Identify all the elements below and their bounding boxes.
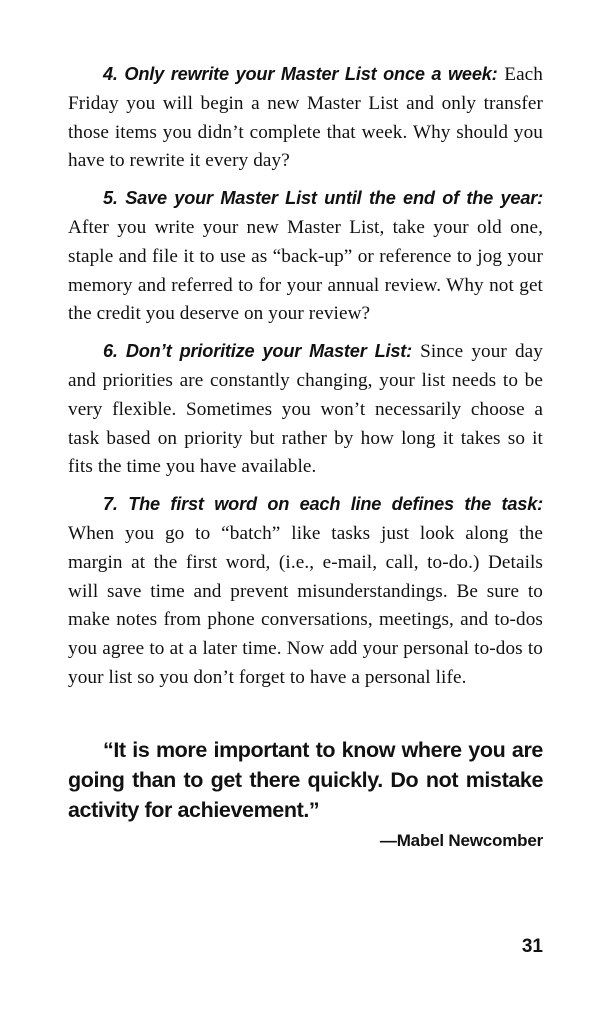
tip-heading: 6. Don’t prioritize your Master List: [103, 341, 413, 362]
tip-item-6 [68, 337, 543, 482]
tip-item-5 [68, 184, 543, 329]
tip-heading: 5. Save your Master List until the end of the year: [103, 188, 543, 209]
tip-body: When you go to “batch” like tasks just look along the margin at the first word, (i.e., e-mail, call, to-do.) Details will save time and prevent misunderstandings. Be sure to make notes from phone conversations, meetings, and to-dos you agree to at a later time. Now add your personal to-dos to your list so you don’t forget to have a personal life. [68, 522, 543, 688]
page-content [68, 60, 543, 851]
tip-heading: 7. The first word on each line defines the task: [103, 494, 543, 515]
tip-body: After you write your new Master List, take your old one, staple and file it to use as “back-up” or reference to jog your memory and referred to for your annual review. Why not get the credit you deserve on your review? [68, 216, 543, 325]
tip-heading: 4. Only rewrite your Master List once a week: [103, 64, 498, 84]
quote-attribution: —Mabel Newcomber [379, 830, 543, 850]
tip-item-4 [68, 60, 543, 176]
page-number: 31 [521, 936, 543, 957]
tip-item-7 [68, 490, 543, 693]
tip-body: Each Friday you will begin a new Master List and only transfer those items you didn’t complete that week. Why should you have to rewrite it every day? [68, 64, 543, 172]
tip-body: Since your day and priorities are constantly changing, your list needs to be very flexible. Sometimes you won’t necessarily choose a task based on priority but rather by how long it takes so it fits the time you have available. [68, 341, 543, 478]
quote-text: “It is more important to know where you are going than to get there quickly. Do not mistake activity for achievement.” [68, 737, 543, 822]
